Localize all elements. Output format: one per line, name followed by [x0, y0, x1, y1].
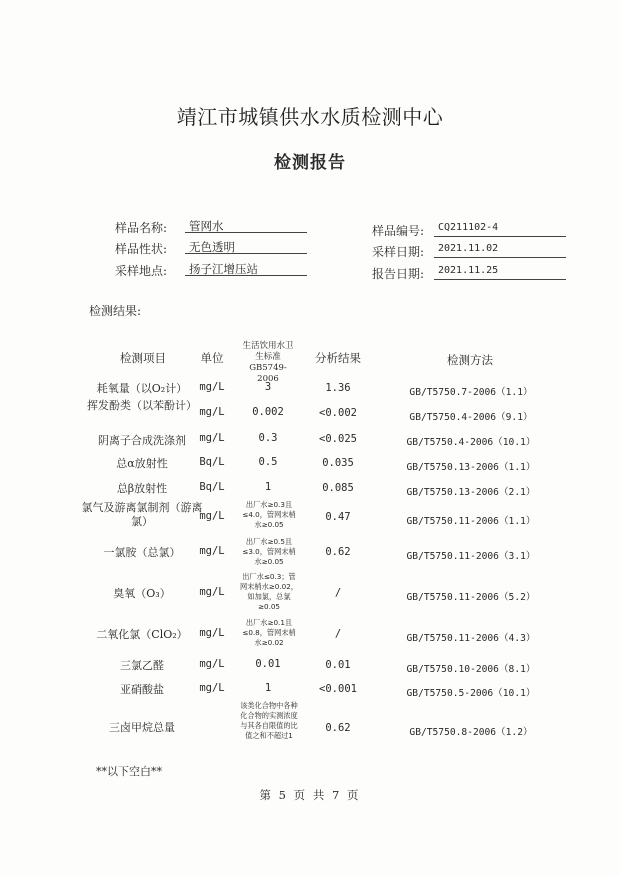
- row-8-unit: mg/L: [199, 586, 225, 598]
- row-7-standard: 出厂水≥0.5且≤3.0，管网末梢水≥0.05: [242, 537, 296, 566]
- row-7-method: GB/T5750.11-2006（3.1）: [406, 551, 536, 562]
- row-2-result: <0.002: [319, 407, 357, 419]
- organization-name: 靖江市城镇供水水质检测中心: [176, 105, 444, 129]
- row-7-unit: mg/L: [199, 545, 225, 557]
- header-unit: 单位: [200, 351, 224, 365]
- row-1-unit: mg/L: [199, 381, 225, 393]
- row-2-standard: 0.002: [252, 406, 284, 418]
- row-3-standard: 0.3: [258, 432, 278, 444]
- row-6-item: 氯气及游离氯制剂（游离氯）: [81, 501, 203, 528]
- row-4-standard: 0.5: [258, 456, 278, 468]
- sample-name-label: 样品名称:: [115, 221, 168, 235]
- sample-no-label: 样品编号:: [372, 224, 425, 238]
- row-9-unit: mg/L: [199, 627, 225, 639]
- report-date-value: 2021.11.25: [434, 265, 566, 280]
- sample-date-value: 2021.11.02: [434, 243, 566, 258]
- row-4-method: GB/T5750.13-2006（1.1）: [406, 462, 536, 473]
- row-10-standard: 0.01: [255, 658, 281, 670]
- row-8-standard: 出厂水≤0.3；管网末梢水≥0.02，如加氯，总氯≥0.05: [240, 572, 298, 611]
- row-11-result: <0.001: [319, 683, 357, 695]
- sample-place-value: 扬子江增压站: [185, 261, 307, 276]
- row-12-method: GB/T5750.8-2006（1.2）: [409, 727, 533, 738]
- sample-trait-label: 样品性状:: [115, 242, 168, 256]
- sample-name-value: 管网水: [185, 218, 307, 233]
- row-8-method: GB/T5750.11-2006（5.2）: [406, 592, 536, 603]
- row-11-unit: mg/L: [199, 682, 225, 694]
- sample-trait-value: 无色透明: [185, 239, 307, 254]
- row-5-unit: Bq/L: [199, 481, 225, 493]
- row-7-item: 一氯胺（总氯）: [103, 546, 181, 559]
- row-8-item: 臭氧（O₃）: [113, 587, 171, 600]
- row-1-method: GB/T5750.7-2006（1.1）: [409, 387, 533, 398]
- row-8-result: /: [334, 587, 342, 599]
- row-5-result: 0.085: [322, 482, 354, 494]
- report-date-label: 报告日期:: [372, 267, 425, 281]
- header-standard: 生活饮用水卫生标准GB5749-2006: [242, 341, 294, 384]
- sample-no-value: CQ211102-4: [434, 222, 566, 237]
- row-3-result: <0.025: [319, 433, 357, 445]
- page-footer: 第 5 页 共 7 页: [259, 788, 361, 802]
- sample-date-label: 采样日期:: [372, 245, 425, 259]
- row-12-standard: 该类化合物中各种化合物的实测浓度与其各自限值的比值之和不超过1: [240, 701, 298, 740]
- row-11-method: GB/T5750.5-2006（10.1）: [406, 688, 536, 699]
- results-title: 检测结果:: [89, 304, 142, 318]
- row-4-unit: Bq/L: [199, 456, 225, 468]
- row-6-method: GB/T5750.11-2006（1.1）: [406, 516, 536, 527]
- row-12-result: 0.62: [325, 722, 351, 734]
- row-10-item: 三氯乙醛: [120, 659, 164, 672]
- row-6-standard: 出厂水≥0.3且≤4.0，管网末梢水≥0.05: [242, 500, 296, 529]
- row-7-result: 0.62: [325, 546, 351, 558]
- row-9-result: /: [334, 628, 342, 640]
- row-1-standard: 3: [264, 381, 272, 393]
- row-5-standard: 1: [264, 481, 272, 493]
- row-2-unit: mg/L: [199, 406, 225, 418]
- row-3-unit: mg/L: [199, 432, 225, 444]
- row-2-method: GB/T5750.4-2006（9.1）: [409, 412, 533, 423]
- row-2-item: 挥发酚类（以苯酚计）: [87, 399, 197, 412]
- row-10-unit: mg/L: [199, 658, 225, 670]
- row-11-item: 亚硝酸盐: [120, 683, 164, 696]
- row-6-unit: mg/L: [199, 510, 225, 522]
- row-3-item: 阴离子合成洗涤剂: [98, 434, 186, 447]
- row-12-item: 三卤甲烷总量: [109, 721, 175, 734]
- row-5-item: 总β放射性: [116, 482, 168, 495]
- row-6-result: 0.47: [325, 511, 351, 523]
- row-1-result: 1.36: [325, 382, 351, 394]
- row-11-standard: 1: [264, 682, 272, 694]
- row-3-method: GB/T5750.4-2006（10.1）: [406, 437, 536, 448]
- report-title: 检测报告: [274, 153, 346, 173]
- row-9-standard: 出厂水≥0.1且≤0.8，管网末梢水≥0.02: [242, 618, 296, 647]
- header-method: 检测方法: [447, 353, 493, 367]
- row-10-result: 0.01: [325, 659, 351, 671]
- row-10-method: GB/T5750.10-2006（8.1）: [406, 664, 536, 675]
- row-5-method: GB/T5750.13-2006（2.1）: [406, 487, 536, 498]
- end-note: **以下空白**: [96, 765, 162, 778]
- row-9-item: 二氧化氯（ClO₂）: [96, 628, 188, 641]
- sample-place-label: 采样地点:: [115, 264, 168, 278]
- header-item: 检测项目: [120, 351, 166, 365]
- row-1-item: 耗氧量（以O₂计）: [96, 382, 188, 395]
- row-9-method: GB/T5750.11-2006（4.3）: [406, 633, 536, 644]
- header-result: 分析结果: [315, 351, 361, 365]
- row-4-result: 0.035: [322, 457, 354, 469]
- row-4-item: 总α放射性: [116, 457, 168, 470]
